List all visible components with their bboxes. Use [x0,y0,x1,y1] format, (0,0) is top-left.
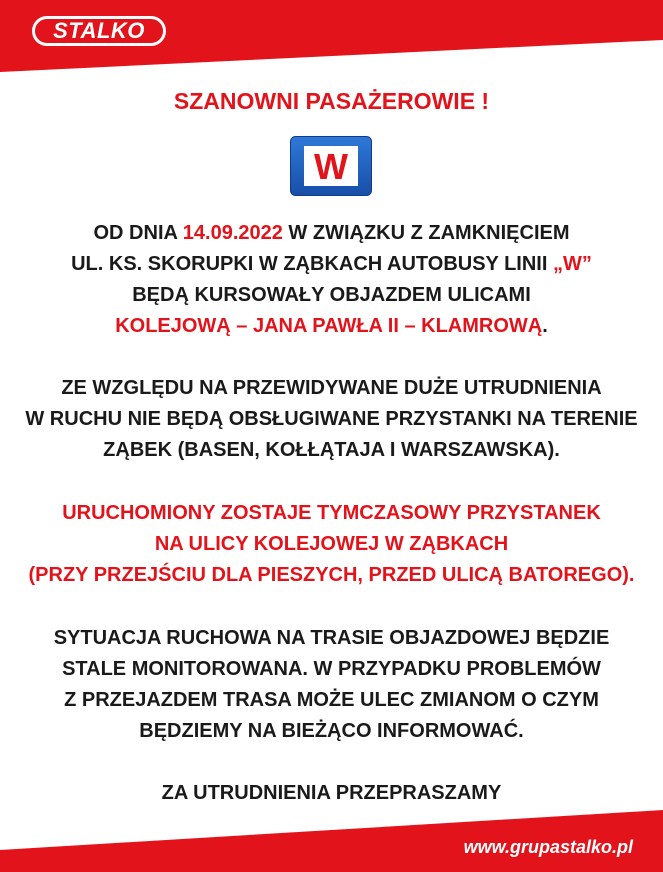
stops-line-3: ZĄBEK (BASEN, KOŁŁĄTAJA I WARSZAWSKA). [103,439,560,461]
closing-apology: ZA UTRUDNIENIA PRZEPRASZAMY [161,782,502,804]
detour-route: KOLEJOWĄ – JANA PAWŁA II – KLAMROWĄ [115,315,543,337]
monitoring-line-4: BĘDZIEMY NA BIEŻĄCO INFORMOWAĆ. [139,720,524,742]
paragraph-temporary-stop [0,498,663,591]
detour-line-2: UL. KS. SKORUPKI W ZĄBKACH AUTOBUSY LINII „W” [71,253,592,275]
stalko-logo [32,16,166,46]
detour-line-1: OD DNIA 14.09.2022 W ZWIĄZKU Z ZAMKNIĘCIEM [93,222,570,244]
notice-title: SZANOWNI PASAŻEROWIE ! [173,88,490,114]
stops-line-2: W RUCHU NIE BĘDĄ OBSŁUGIWANE PRZYSTANKI NA TERENIE [25,408,638,430]
detour-line-3: BĘDĄ KURSOWAŁY OBJAZDEM ULICAMI [132,284,531,306]
detour-route-line: KOLEJOWĄ – JANA PAWŁA II – KLAMROWĄ. [115,315,548,337]
monitoring-line-1: SYTUACJA RUCHOWA NA TRASIE OBJAZDOWEJ BĘDZIE [53,627,610,649]
paragraph-detour [0,218,663,342]
paragraph-stops [0,373,663,466]
line-letter: W [314,146,348,187]
temp-stop-line-1: URUCHOMIONY ZOSTAJE TYMCZASOWY PRZYSTANEK [62,502,601,524]
detour-date: 14.09.2022 [182,222,283,244]
temp-stop-line-3: (PRZY PRZEJŚCIU DLA PIESZYCH, PRZED ULICĄ BATOREGO). [28,564,635,586]
temp-stop-line-2: NA ULICY KOLEJOWEJ W ZĄBKACH [154,533,509,555]
line-name: „W” [552,253,592,275]
monitoring-line-2: STALE MONITOROWANA. W PRZYPADKU PROBLEMÓW [62,658,601,680]
bus-line-w-icon [290,136,372,196]
paragraph-monitoring [0,623,663,747]
stops-line-1: ZE WZGLĘDU NA PRZEWIDYWANE DUŻE UTRUDNIENIA [61,377,602,399]
website-link[interactable]: www.grupastalko.pl [463,837,633,857]
logo-text: STALKO [53,18,145,43]
monitoring-line-3: Z PRZEJAZDEM TRASA MOŻE ULEC ZMIANOM O CZYM [64,689,599,711]
